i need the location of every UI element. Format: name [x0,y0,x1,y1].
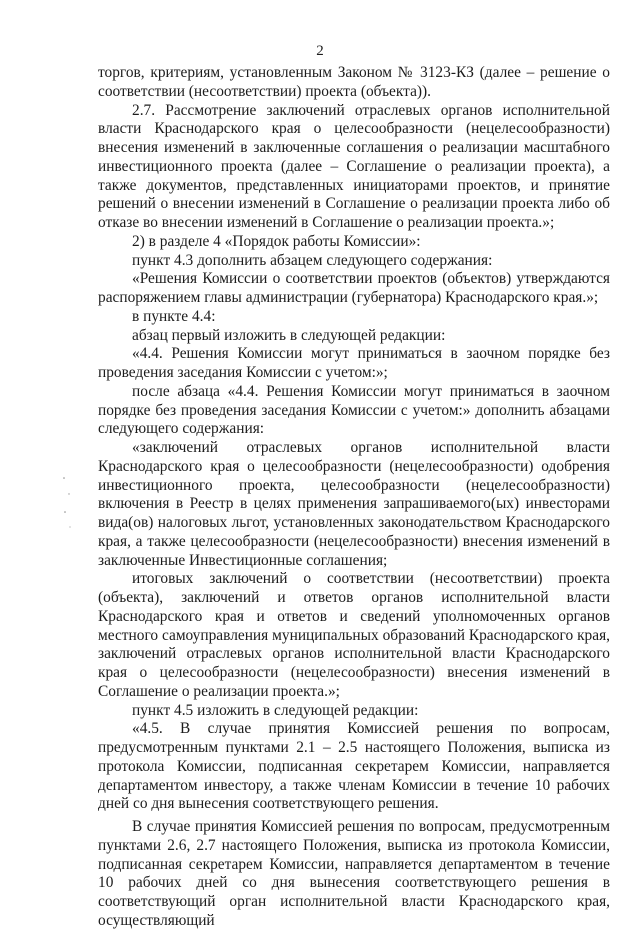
paragraph: «4.4. Решения Комиссии могут приниматься в заочном порядке без проведения заседания Комиссии с учетом:»; [98,345,610,381]
paragraph: 2.7. Рассмотрение заключений отраслевых органов исполнительной власти Краснодарского края о целесообразности (нецелесообразности) внесения изменений в заключенные соглашения о реализации масштабного инвестиционного проекта (далее – Соглашение о реализации проекта), а также документов, представленных инициаторами проектов, и принятие решений о внесении изменений в Соглашение о реализации проекта либо об отказе во внесении изменений в Соглашение о реализации проекта.»; [98,101,610,231]
paragraph: пункт 4.3 дополнить абзацем следующего содержания: [132,251,493,269]
paragraph: итоговых заключений о соответствии (несоответствии) проекта (объекта), заключений и ответов органов исполнительной власти Краснодарского края и ответов и сведений уполномоченных органов местного самоуправления муниципальных образований Краснодарского края, заключений отраслевых органов исполнительной власти Краснодарского края о целесообразности (нецелесообразности) внесения изменений в Соглашение о реализации проекта.»; [98,570,610,700]
paragraph: 2) в разделе 4 «Порядок работы Комиссии»: [132,232,421,250]
paragraph: «Решения Комиссии о соответствии проектов (объектов) утверждаются распоряжением главы администрации (губернатора) Краснодарского края.»; [98,270,610,306]
document-body [98,64,610,931]
paragraph: «4.5. В случае принятия Комиссией решения по вопросам, предусмотренным пунктами 2.1 – 2.5 настоящего Положения, выписка из протокола Комиссии, подписанная секретарем Комиссии, направляется департаментом инвестору, а также членам Комиссии в течение 10 рабочих дней со дня вынесения соответствующего решения. [98,720,610,813]
paragraph: торгов, критериям, установленным Законом № 3123-КЗ (далее – решение о соответствии (несоответствии) проекта (объекта)). [98,64,610,100]
paragraph: В случае принятия Комиссией решения по вопросам, предусмотренным пунктами 2.6, 2.7 настоящего Положения, выписка из протокола Комиссии, подписанная секретарем Комиссии, направляется департаментом в течение 10 рабочих дней со дня вынесения соответствующего решения в соответствующий орган исполнительной власти Краснодарского края, осуществляющий [98,818,610,929]
paragraph: «заключений отраслевых органов исполнительной власти Краснодарского края о целесообразности (нецелесообразности) одобрения инвестиционного проекта, целесообразности (нецелесообразности) включения в Реестр в целях применения запрашиваемого(ых) инвесторами вида(ов) налоговых льгот, установленных законодательством Краснодарского края, а также целесообразности (нецелесообразности) внесения изменений в заключенные Инвестиционные соглашения; [98,439,610,569]
paragraph: после абзаца «4.4. Решения Комиссии могут приниматься в заочном порядке без проведения заседания Комиссии с учетом:» дополнить абзацами следующего содержания: [98,382,610,438]
paragraph: в пункте 4.4: [132,307,216,325]
paragraph: пункт 4.5 изложить в следующей редакции: [132,701,419,719]
margin-scan-marks [60,472,74,532]
paragraph: абзац первый изложить в следующей редакции: [132,326,446,344]
page-number: 2 [316,43,324,59]
